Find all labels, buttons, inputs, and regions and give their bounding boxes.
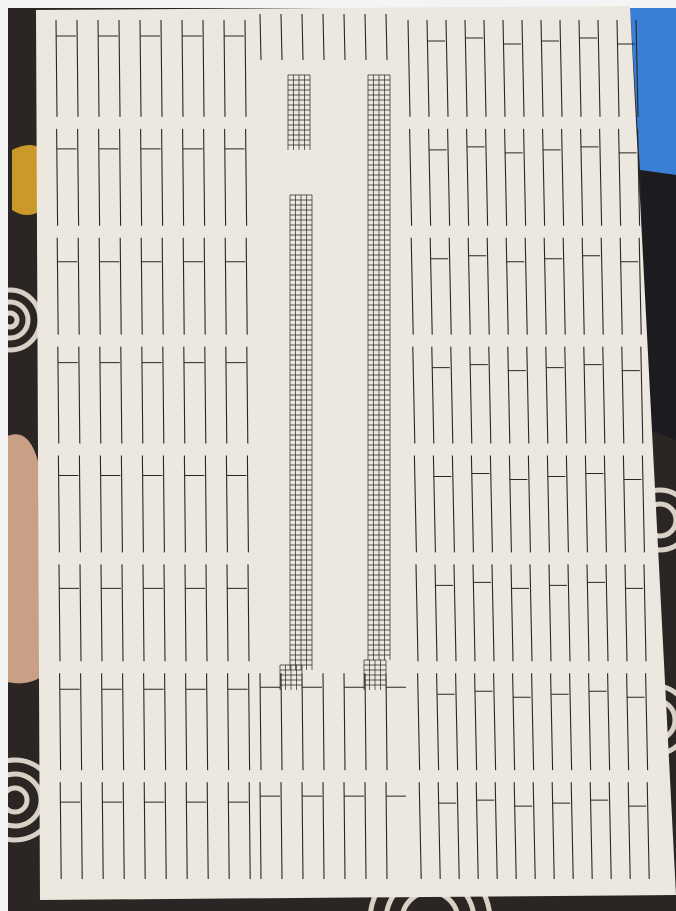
left-border: [0, 0, 8, 911]
paper-sheet: [36, 6, 676, 900]
